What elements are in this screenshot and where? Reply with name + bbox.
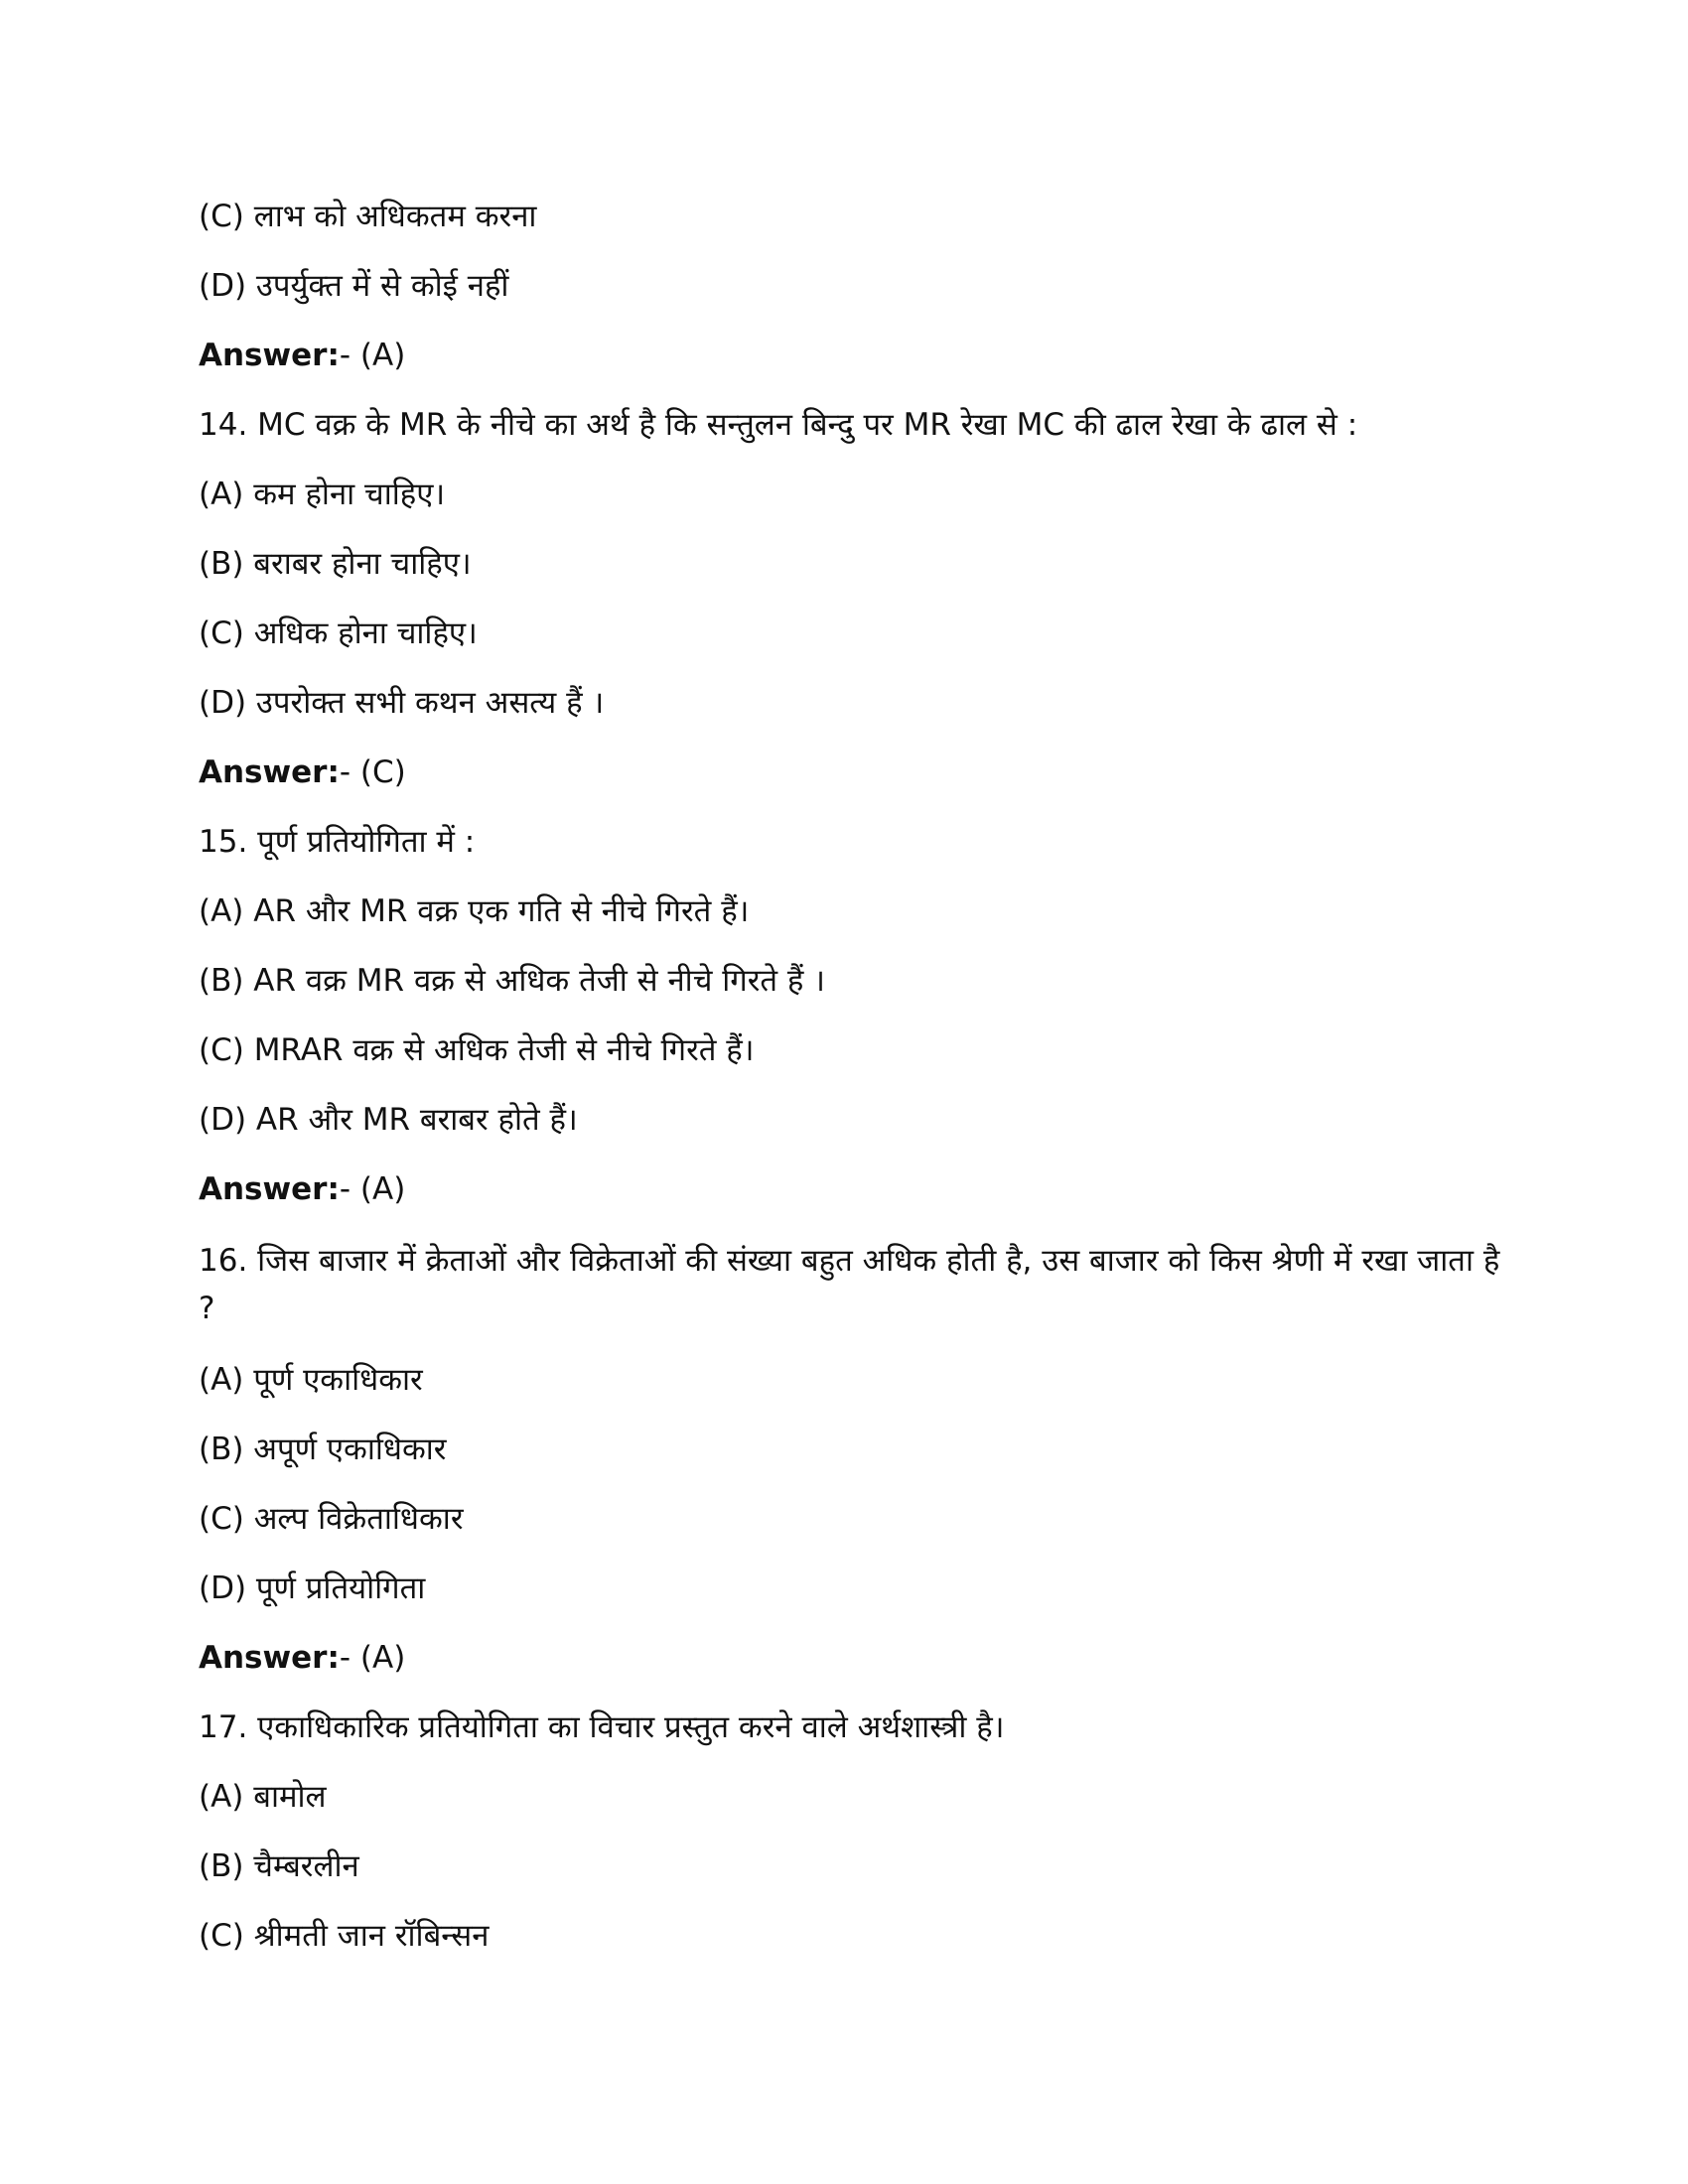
answer-value: - (A) [339, 338, 406, 373]
answer-14 [199, 751, 1519, 794]
answer-13 [199, 334, 1519, 377]
option-15d: (D) AR और MR बराबर होते हैं। [199, 1102, 578, 1138]
document-page [199, 195, 1519, 1983]
option-15b: (B) AR वक्र MR वक्र से अधिक तेजी से नीचे गिरते हैं । [199, 963, 825, 999]
option-15a: (A) AR और MR वक्र एक गति से नीचे गिरते हैं। [199, 893, 750, 929]
option-14b: (B) बराबर होना चाहिए। [199, 546, 472, 582]
question-17: 17. एकाधिकारिक प्रतियोगिता का विचार प्रस्तुत करने वाले अर्थशास्त्री है। [199, 1709, 1005, 1745]
option-15c: (C) MRAR वक्र से अधिक तेजी से नीचे गिरते हैं। [199, 1032, 755, 1068]
answer-value: - (A) [339, 1171, 406, 1207]
option-17c: (C) श्रीमती जान रॉबिन्सन [199, 1918, 490, 1954]
answer-label: Answer: [199, 754, 340, 790]
option-17a: (A) बामोल [199, 1779, 327, 1815]
option-13d: (D) उपर्युक्त में से कोई नहीं [199, 268, 509, 304]
answer-value: - (C) [339, 754, 406, 790]
answer-value: - (A) [339, 1640, 406, 1676]
option-16a: (A) पूर्ण एकाधिकार [199, 1362, 423, 1398]
question-15: 15. पूर्ण प्रतियोगिता में : [199, 824, 476, 860]
option-16c: (C) अल्प विक्रेताधिकार [199, 1501, 464, 1537]
answer-label: Answer: [199, 1640, 340, 1676]
answer-label: Answer: [199, 338, 340, 373]
option-14d: (D) उपरोक्त सभी कथन असत्य हैं । [199, 685, 605, 721]
option-13c: (C) लाभ को अधिकतम करना [199, 199, 537, 234]
answer-label: Answer: [199, 1171, 340, 1207]
answer-16 [199, 1636, 1519, 1680]
answer-15 [199, 1167, 1519, 1211]
option-17b: (B) चैम्बरलीन [199, 1848, 359, 1884]
option-16d: (D) पूर्ण प्रतियोगिता [199, 1570, 426, 1606]
option-14a: (A) कम होना चाहिए। [199, 477, 446, 512]
question-14: 14. MC वक्र के MR के नीचे का अर्थ है कि सन्तुलन बिन्दु पर MR रेखा MC की ढाल रेखा के ढाल से : [199, 407, 1358, 443]
question-16: 16. जिस बाजार में क्रेताओं और विक्रेताओं की संख्या बहुत अधिक होती है, उस बाजार को किस श्रेणी में रखा जाता है ? [199, 1243, 1500, 1326]
option-16b: (B) अपूर्ण एकाधिकार [199, 1432, 447, 1467]
option-14c: (C) अधिक होना चाहिए। [199, 615, 478, 651]
